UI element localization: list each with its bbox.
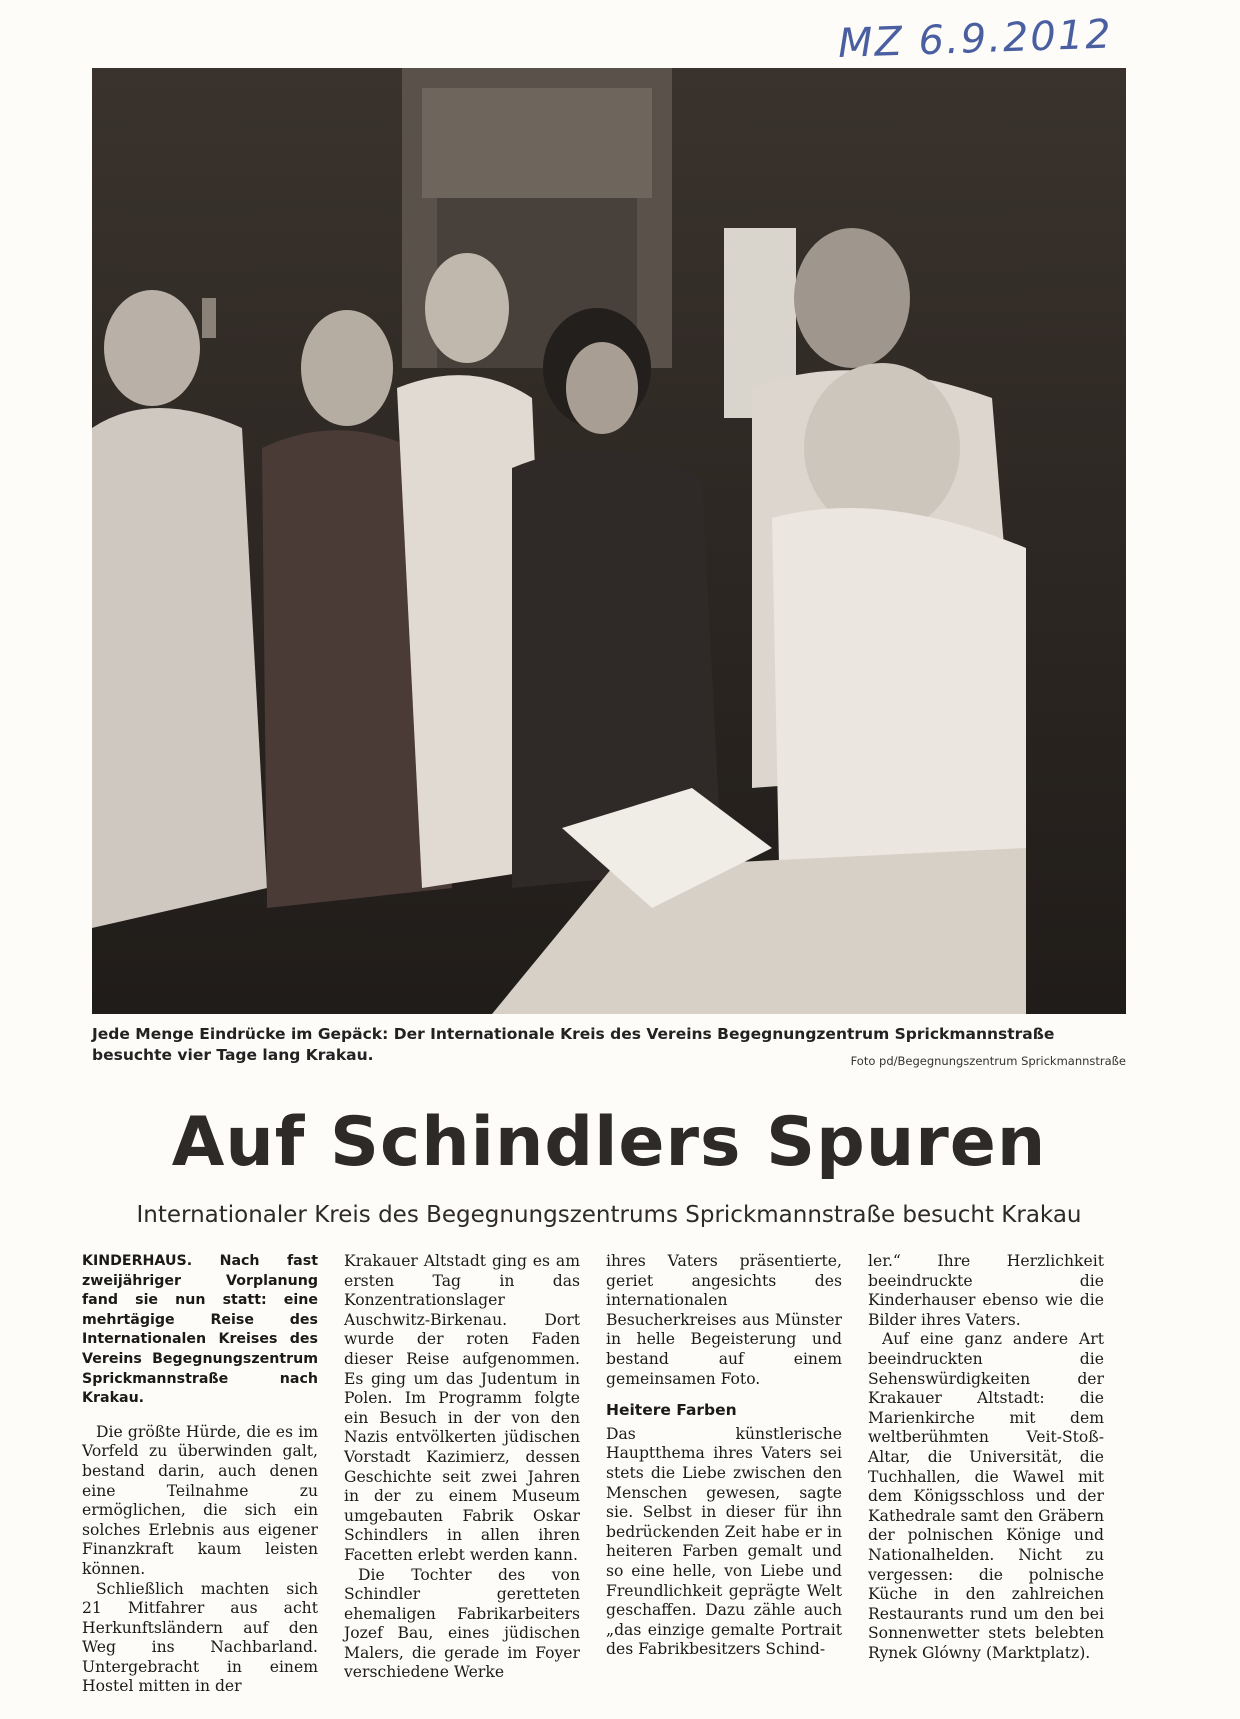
- article-column-1: [82, 1252, 318, 1697]
- article-lead: KINDERHAUS. Nach fast zweijähriger Vorplanung fand sie nun statt: eine mehrtägige Reise des Internationalen Kreises des Vereins Begegnungszentrum Sprickmannstraße nach Krakau.: [82, 1253, 318, 1407]
- photo-caption: Jede Menge Eindrücke im Gepäck: Der Internationale Kreis des Vereins Begegnungzentrum Sprickmannstraße besuchte vier Tage lang Krakau.: [92, 1025, 1055, 1064]
- article-paragraph: Krakauer Altstadt ging es am ersten Tag in das Konzentrationslager Auschwitz-Birkenau. Dort wurde der roten Faden dieser Reise aufgenommen. Es ging um das Judentum in Polen. Im Programm folgte ein Besuch in der von den Nazis entvölkerten jüdischen Vorstadt Kazimierz, dessen Geschichte seit zwei Jahren in der zu einem Museum umgebauten Fabrik Oskar Schindlers in allen ihren Facetten erlebt werden kann.: [344, 1252, 580, 1564]
- article-paragraph: Das künstlerische Hauptthema ihres Vaters sei stets die Liebe zwischen den Menschen gewesen, sagte sie. Selbst in dieser für ihn bedrückenden Zeit habe er in heiteren Farben gemalt und so eine helle, von Liebe und Freundlichkeit geprägte Welt geschaffen. Dazu zähle auch „das einzige gemalte Portrait des Fabrikbesitzers Schind-: [606, 1424, 842, 1659]
- article-paragraph: Die größte Hürde, die es im Vorfeld zu überwinden galt, bestand darin, auch denen eine Teilnahme zu ermöglichen, die sich ein solches Erlebnis aus eigener Finanzkraft kaum leisten können.: [82, 1422, 318, 1578]
- article-column-2: [344, 1252, 580, 1683]
- photo-credit: Foto pd/Begegnungszentrum Sprickmannstraße: [850, 1054, 1126, 1068]
- article-paragraph: Die Tochter des von Schindler geretteten ehemaligen Fabrikarbeiters Jozef Bau, eines jüdischen Malers, die gerade im Foyer verschiedene Werke: [344, 1565, 580, 1682]
- article-subhead: Heitere Farben: [606, 1401, 737, 1420]
- article-subheadline: Internationaler Kreis des Begegnungszentrums Sprickmannstraße besucht Krakau: [136, 1202, 1082, 1228]
- article-paragraph: Schließlich machten sich 21 Mitfahrer aus acht Herkunftsländern auf den Weg ins Nachbarland. Untergebracht in einem Hostel mitten in der: [82, 1579, 318, 1696]
- group-photo: [92, 68, 1126, 1014]
- article-paragraph: ler.“ Ihre Herzlichkeit beeindruckte die Kinderhauser ebenso wie die Bilder ihres Vaters.: [868, 1252, 1104, 1329]
- article-column-4: [868, 1252, 1104, 1663]
- article-column-3: [606, 1252, 842, 1660]
- article-paragraph: Auf eine ganz andere Art beeindruckten die Sehenswürdigkeiten der Krakauer Altstadt: die Marienkirche mit dem weltberühmten Veit-Stoß-Altar, die Universität, die Tuchhallen, die Wawel mit dem Königsschloss und der Kathedrale samt den Gräbern der polnischen Könige und Nationalhelden. Nicht zu vergessen: die polnische Küche in den zahlreichen Restaurants rund um den bei Sonnenwetter stets belebten Rynek Glówny (Marktplatz).: [868, 1330, 1104, 1662]
- article-paragraph: ihres Vaters präsentierte, geriet angesichts des internationalen Besucherkreises aus Münster in helle Begeisterung und bestand auf einem gemeinsamen Foto.: [606, 1252, 842, 1388]
- handwritten-date: MZ 6.9.2012: [837, 11, 1114, 68]
- article-headline: Auf Schindlers Spuren: [171, 1103, 1047, 1182]
